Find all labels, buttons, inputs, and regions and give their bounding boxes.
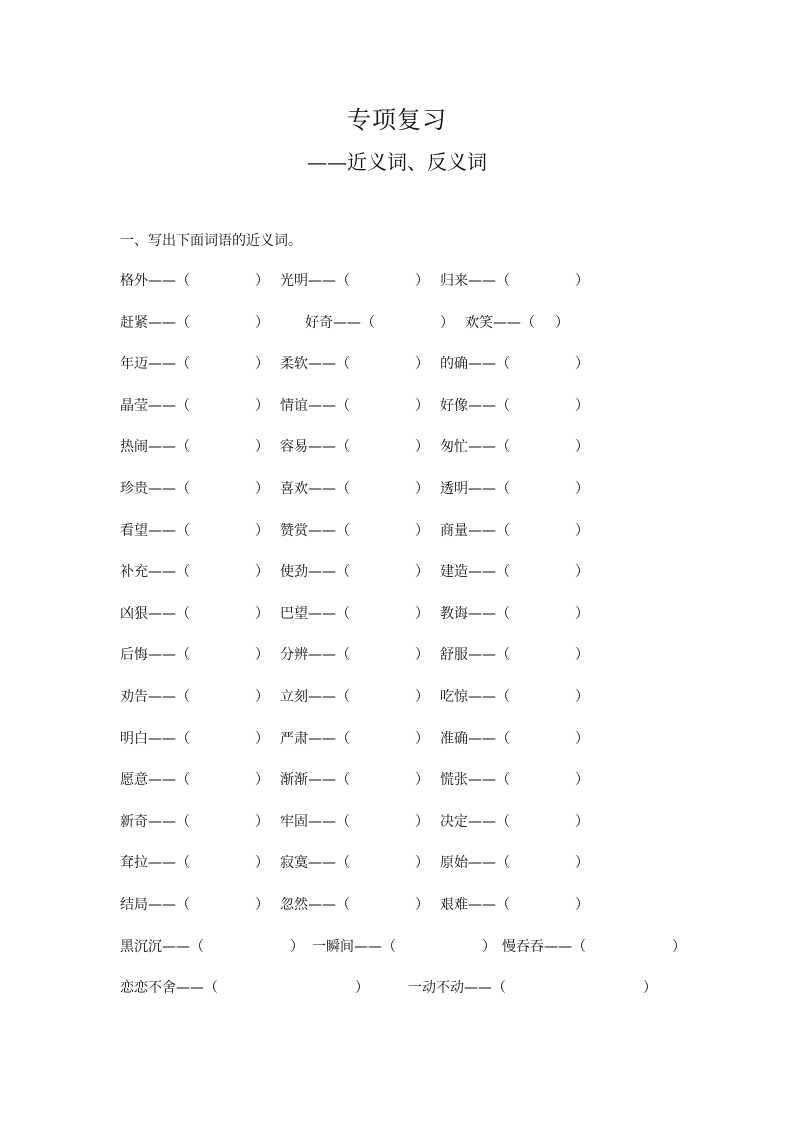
word-item [120,603,269,623]
close-paren: ） [255,772,269,789]
word-prompt: 情谊——（ [280,397,350,414]
word-item [502,936,686,956]
word-prompt: 寂寞——（ [280,855,350,872]
close-paren: ） [255,564,269,581]
word-item [120,686,269,706]
close-paren: ） [415,522,429,539]
close-paren: ） [575,896,589,913]
close-paren: ） [575,772,589,789]
exercise-row [120,728,794,770]
section-heading: 一、写出下面词语的近义词。 [120,233,302,249]
word-item [440,603,589,623]
word-prompt: 归来——（ [440,273,510,289]
page-subtitle: ——近义词、反义词 [307,150,487,174]
word-item [120,977,369,997]
exercise-row [120,312,794,354]
close-paren: ） [415,855,429,872]
word-item [280,811,429,831]
word-prompt: 商量——（ [440,522,510,539]
close-paren: ） [415,813,429,830]
word-item [120,811,269,831]
word-prompt: 艰难——（ [440,896,510,913]
word-prompt: 年迈——（ [120,356,190,373]
word-prompt: 使劲——（ [280,564,350,581]
word-item [280,852,429,872]
word-prompt: 好像——（ [440,397,510,414]
close-paren: ） [575,855,589,872]
close-paren: ） [575,564,589,581]
word-item [120,312,269,332]
exercise-row [120,686,794,728]
exercise-row [120,936,794,978]
close-paren: ） [415,647,429,664]
word-item [280,520,429,540]
word-item [440,395,589,415]
word-item [440,520,589,540]
word-prompt: 后悔——（ [120,647,190,664]
word-prompt: 分辨——（ [280,647,350,664]
close-paren: ） [415,772,429,789]
word-prompt: 慌张——（ [440,772,510,789]
close-paren: ） [575,480,589,497]
word-item [120,894,269,914]
word-prompt: 慢吞吞——（ [502,938,586,955]
word-prompt: 黑沉沉——（ [120,938,204,955]
close-paren: ） [643,980,657,997]
close-paren: ） [575,522,589,539]
exercise-row [120,603,794,645]
word-item [280,603,429,623]
close-paren: ） [415,730,429,747]
word-prompt: 喜欢——（ [280,480,350,497]
word-item [280,353,429,373]
word-item [408,977,657,997]
exercise-row [120,436,794,478]
close-paren: ） [575,356,589,373]
close-paren: ） [575,647,589,664]
word-item [280,395,429,415]
word-prompt: 严肃——（ [280,730,350,747]
word-prompt: 愿意——（ [120,772,190,789]
word-prompt: 凶狠——（ [120,605,190,622]
word-item [440,436,589,456]
word-item [280,894,429,914]
word-prompt: 新奇——（ [120,813,190,830]
exercise-row [120,520,794,562]
word-prompt: 热闹——（ [120,439,190,456]
exercise-row [120,353,794,395]
word-item [280,769,429,789]
close-paren: ） [575,688,589,705]
close-paren: ） [482,938,496,955]
close-paren: ） [255,522,269,539]
word-item [465,312,569,332]
close-paren: ） [255,896,269,913]
word-prompt: 珍贵——（ [120,480,190,497]
exercise-row [120,270,794,312]
close-paren: ） [672,938,686,955]
close-paren: ） [415,605,429,622]
close-paren: ） [255,730,269,747]
word-prompt: 舒服——（ [440,647,510,664]
close-paren: ） [355,980,369,997]
close-paren: ） [255,855,269,872]
word-prompt: 决定——（ [440,813,510,830]
word-prompt: 柔软——（ [280,356,350,373]
close-paren: ） [255,273,269,289]
close-paren: ） [255,813,269,830]
word-prompt: 牢固——（ [280,813,350,830]
word-prompt: 透明——（ [440,480,510,497]
page-title: 专项复习 [347,106,447,134]
word-prompt: 建造——（ [440,564,510,581]
word-prompt: 准确——（ [440,730,510,747]
word-item [280,561,429,581]
word-item [440,270,589,290]
word-prompt: 结局——（ [120,896,190,913]
word-prompt: 晶莹——（ [120,397,190,414]
close-paren: ） [575,813,589,830]
word-item [120,936,304,956]
exercise-list [120,270,794,1019]
word-prompt: 容易——（ [280,439,350,456]
word-prompt: 明白——（ [120,730,190,747]
word-prompt: 补充——（ [120,564,190,581]
word-item [305,312,454,332]
close-paren: ） [255,314,269,331]
exercise-row [120,561,794,603]
exercise-row [120,811,794,853]
word-item [312,936,496,956]
close-paren: ） [415,480,429,497]
word-prompt: 格外——（ [120,273,190,289]
word-prompt: 原始——（ [440,855,510,872]
word-prompt: 欢笑——（ [465,314,535,331]
word-prompt: 吃惊——（ [440,688,510,705]
word-item [120,852,269,872]
word-prompt: 光明——（ [280,273,350,289]
word-prompt: 劝告——（ [120,688,190,705]
close-paren: ） [555,314,569,331]
word-item [440,728,589,748]
word-prompt: 赶紧——（ [120,314,190,331]
word-item [120,353,269,373]
word-item [120,436,269,456]
word-item [120,520,269,540]
close-paren: ） [440,314,454,331]
close-paren: ） [415,896,429,913]
word-item [280,270,429,290]
word-item [120,270,269,290]
close-paren: ） [415,397,429,414]
close-paren: ） [255,688,269,705]
word-item [440,478,589,498]
close-paren: ） [575,730,589,747]
close-paren: ） [415,564,429,581]
exercise-row [120,852,794,894]
word-prompt: 一瞬间——（ [312,938,396,955]
close-paren: ） [415,688,429,705]
word-prompt: 忽然——（ [280,896,350,913]
close-paren: ） [255,605,269,622]
word-item [120,644,269,664]
word-prompt: 恋恋不舍——（ [120,980,218,997]
word-prompt: 赞赏——（ [280,522,350,539]
word-prompt: 看望——（ [120,522,190,539]
exercise-row [120,644,794,686]
exercise-row [120,977,794,1019]
close-paren: ） [255,480,269,497]
close-paren: ） [255,647,269,664]
close-paren: ） [575,605,589,622]
close-paren: ） [415,273,429,289]
exercise-row [120,478,794,520]
close-paren: ） [290,938,304,955]
close-paren: ） [575,273,589,289]
word-prompt: 教诲——（ [440,605,510,622]
word-prompt: 一动不动——（ [408,980,506,997]
word-item [440,686,589,706]
word-item [280,436,429,456]
word-item [120,395,269,415]
word-item [440,811,589,831]
word-item [120,728,269,748]
word-prompt: 匆忙——（ [440,439,510,456]
word-item [120,478,269,498]
word-prompt: 巴望——（ [280,605,350,622]
word-prompt: 好奇——（ [305,314,375,331]
close-paren: ） [255,356,269,373]
close-paren: ） [575,439,589,456]
word-prompt: 渐渐——（ [280,772,350,789]
word-item [120,561,269,581]
exercise-row [120,395,794,437]
word-item [440,769,589,789]
word-item [440,894,589,914]
word-prompt: 的确——（ [440,356,510,373]
word-prompt: 立刻——（ [280,688,350,705]
word-item [280,686,429,706]
word-item [440,852,589,872]
word-prompt: 耷拉——（ [120,855,190,872]
close-paren: ） [255,397,269,414]
word-item [280,728,429,748]
word-item [280,644,429,664]
exercise-row [120,769,794,811]
close-paren: ） [415,439,429,456]
word-item [440,561,589,581]
word-item [440,353,589,373]
exercise-row [120,894,794,936]
close-paren: ） [575,397,589,414]
close-paren: ） [415,356,429,373]
word-item [280,478,429,498]
word-item [440,644,589,664]
word-item [120,769,269,789]
close-paren: ） [255,439,269,456]
